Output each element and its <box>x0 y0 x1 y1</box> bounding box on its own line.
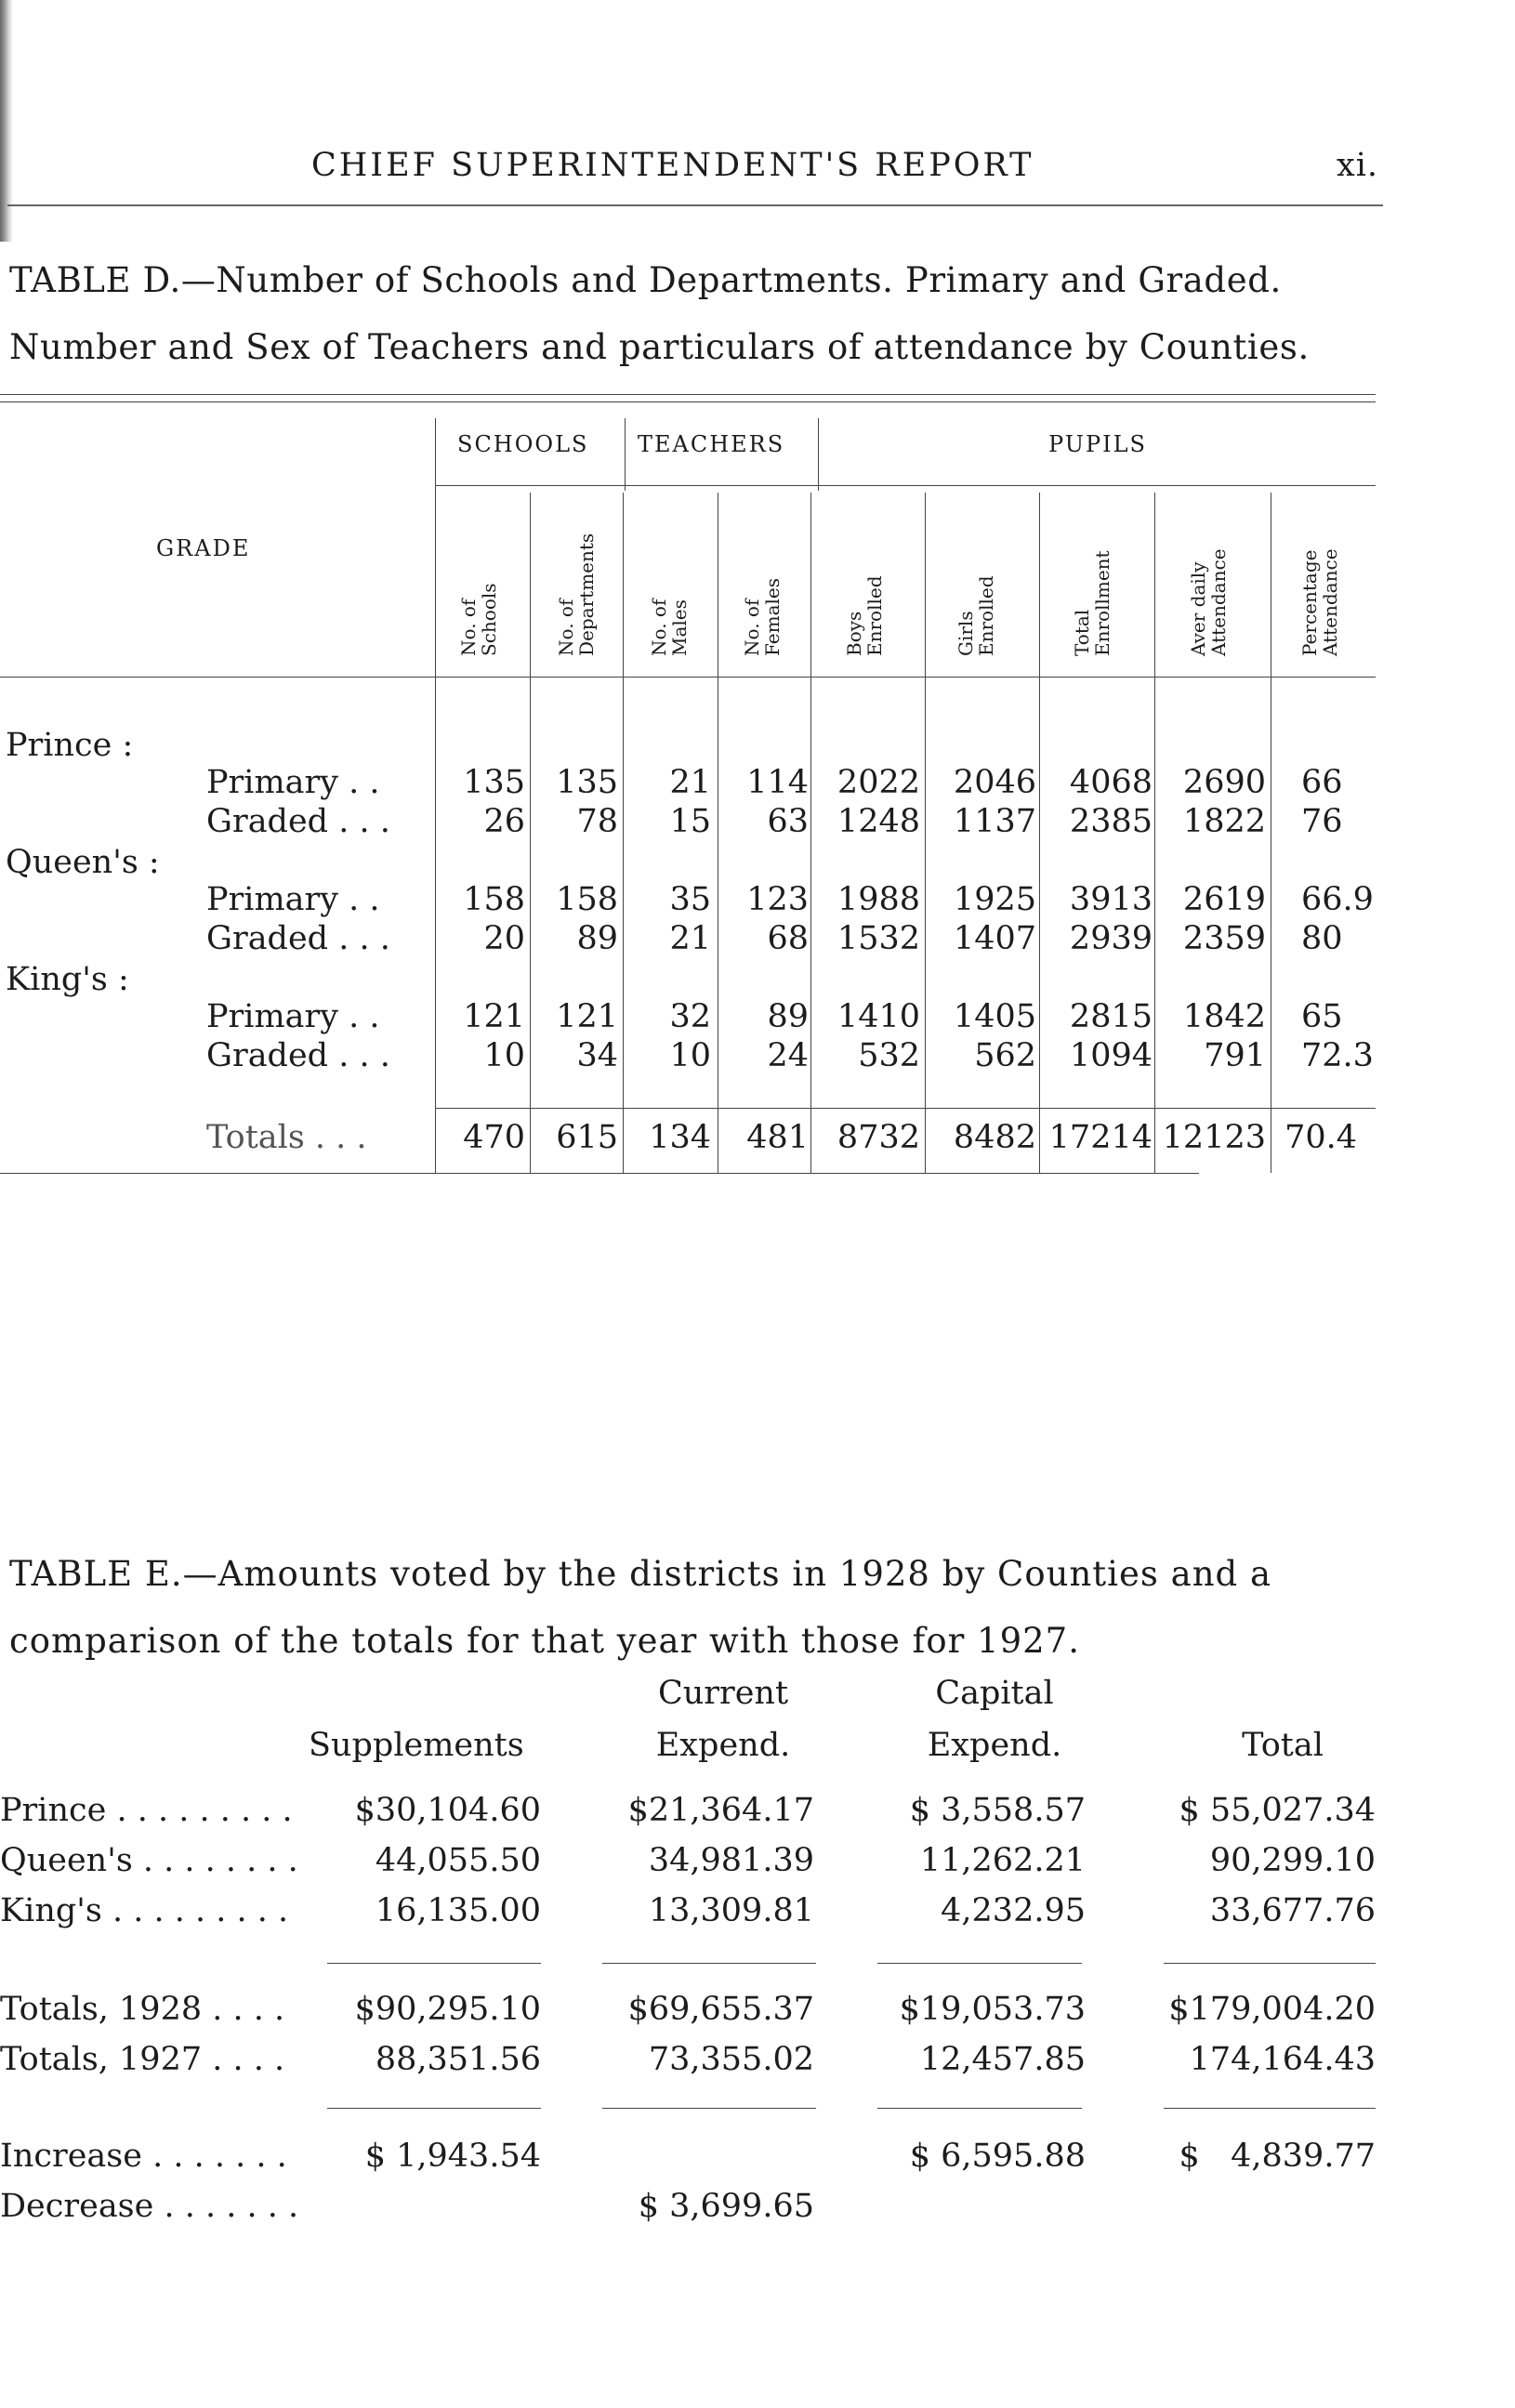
grade-header: GRADE <box>156 535 251 561</box>
table-e-row-label: Decrease . . . . . . . <box>0 2188 299 2225</box>
column-header-line: Males <box>668 599 691 656</box>
page-number: xi. <box>1337 147 1379 184</box>
totals-cell: 8732 <box>837 1119 920 1156</box>
table-d-cell: 158 <box>463 881 525 918</box>
table-e-row-label: Increase . . . . . . . <box>0 2138 287 2175</box>
table-d-cell: 1248 <box>837 803 920 840</box>
group-schools: SCHOOLS <box>457 431 589 457</box>
table-d-cell: 2815 <box>1069 998 1153 1035</box>
table-d-cell: 1925 <box>953 881 1036 918</box>
column-header-line: Schools <box>478 583 500 656</box>
table-e-rule-2-col2 <box>602 2108 816 2109</box>
table-d-cell: 121 <box>556 998 618 1035</box>
table-e-cell: 90,299.10 <box>1209 1842 1376 1879</box>
grade-label: Primary . . <box>206 881 380 918</box>
column-header-line: No. of <box>457 599 480 656</box>
table-d-cell: 158 <box>556 881 618 918</box>
column-header-line: No. of <box>741 599 763 656</box>
table-d-cell: 121 <box>463 998 525 1035</box>
table-d-cell: 65 <box>1301 998 1343 1035</box>
table-e-caption-line1: TABLE E.—Amounts voted by the districts in 1928 by Counties and a <box>9 1554 1272 1594</box>
table-e-rule-2-col3 <box>877 2108 1082 2109</box>
grade-label: Primary . . <box>206 764 380 801</box>
grade-label: Primary . . <box>206 998 380 1035</box>
table-d-cell: 1137 <box>953 803 1036 840</box>
table-d-cell: 1842 <box>1182 998 1266 1035</box>
table-d-cell: 135 <box>556 764 618 801</box>
totals-cell: 134 <box>649 1119 711 1156</box>
table-d-cell: 89 <box>767 998 809 1035</box>
table-e-cell: $ 3,558.57 <box>909 1792 1086 1829</box>
table-e-cell: $ 55,027.34 <box>1179 1792 1376 1829</box>
county-label: King's : <box>6 961 129 998</box>
table-d-cell: 1094 <box>1069 1037 1153 1074</box>
table-e-cell: $179,004.20 <box>1168 1991 1376 2028</box>
table-e-cell: $30,104.60 <box>354 1792 541 1829</box>
table-e-rule-1-col3 <box>877 1963 1082 1964</box>
table-e-cell: 34,981.39 <box>648 1842 814 1879</box>
table-d-cell: 66 <box>1301 764 1343 801</box>
table-d-cell: 2046 <box>953 764 1036 801</box>
table-e-cell: $ 4,839.77 <box>1179 2138 1376 2175</box>
totals-cell: 12123 <box>1162 1119 1266 1156</box>
group-teachers: TEACHERS <box>638 431 785 457</box>
table-e-row-label: Prince . . . . . . . . . <box>0 1792 293 1829</box>
column-header-line: Total <box>1071 609 1093 656</box>
table-d-cell: 1988 <box>837 881 920 918</box>
table-e-rule-2-col4 <box>1164 2108 1376 2109</box>
header-current-1: Current <box>657 1675 789 1712</box>
table-d-cell: 4068 <box>1069 764 1153 801</box>
totals-cell: 615 <box>556 1119 618 1156</box>
table-d-cell: 21 <box>669 764 711 801</box>
table-d-cell: 66.9 <box>1301 881 1374 918</box>
column-header-line: Percentage <box>1298 549 1321 656</box>
table-e-cell: 73,355.02 <box>648 2041 814 2078</box>
table-d-cell: 2939 <box>1069 920 1153 957</box>
table-d-cell: 1407 <box>953 920 1036 957</box>
table-d-cell: 80 <box>1301 920 1343 957</box>
table-d-cell: 2619 <box>1182 881 1266 918</box>
header-capital-1: Capital <box>935 1675 1054 1712</box>
column-header-line: Girls <box>955 611 977 656</box>
table-e-cell: $90,295.10 <box>354 1991 541 2028</box>
table-d-cell: 10 <box>669 1037 711 1074</box>
totals-cell: 8482 <box>953 1119 1036 1156</box>
table-d-cell: 15 <box>669 803 711 840</box>
table-e-cell: $ 6,595.88 <box>909 2138 1086 2175</box>
table-e-row-label: King's . . . . . . . . . <box>0 1892 289 1929</box>
table-d-cell: 35 <box>669 881 711 918</box>
column-header-line: No. of <box>648 599 670 656</box>
header-total: Total <box>1242 1727 1324 1764</box>
table-d-cell: 89 <box>576 920 618 957</box>
header-supplements: Supplements <box>309 1727 524 1764</box>
table-e-row-label: Totals, 1927 . . . . <box>0 2041 285 2078</box>
column-header-line: Females <box>761 577 784 656</box>
table-d-cell: 1410 <box>837 998 920 1035</box>
table-e-cell: 13,309.81 <box>648 1892 814 1929</box>
table-d-cell: 63 <box>767 803 809 840</box>
table-e-cell: 44,055.50 <box>375 1842 541 1879</box>
grade-label: Graded . . . <box>206 803 390 840</box>
county-label: Queen's : <box>6 844 160 881</box>
table-d-cell: 24 <box>767 1037 809 1074</box>
table-d-caption-line2: Number and Sex of Teachers and particulars of attendance by Counties. <box>9 327 1310 367</box>
table-e-cell: 4,232.95 <box>941 1892 1086 1929</box>
group-pupils: PUPILS <box>1048 431 1147 457</box>
table-d-cell: 68 <box>767 920 809 957</box>
table-d-cell: 135 <box>463 764 525 801</box>
header-capital-2: Expend. <box>927 1727 1062 1764</box>
totals-label: Totals . . . <box>206 1119 367 1156</box>
table-e-cell: $ 3,699.65 <box>638 2188 814 2225</box>
column-header-line: Departments <box>575 533 598 656</box>
column-header-line: No. of <box>555 599 577 656</box>
column-header-line: Enrolled <box>975 575 997 656</box>
table-e-cell: 16,135.00 <box>375 1892 541 1929</box>
table-d-cell: 1405 <box>953 998 1036 1035</box>
table-d-cell: 1532 <box>837 920 920 957</box>
column-header-line: Aver daily <box>1187 561 1209 656</box>
table-d-cell: 76 <box>1301 803 1343 840</box>
table-d-cell: 72.3 <box>1301 1037 1374 1074</box>
table-d-cell: 34 <box>576 1037 618 1074</box>
table-e-cell: 88,351.56 <box>375 2041 541 2078</box>
table-d-cell: 3913 <box>1069 881 1153 918</box>
table-d-caption-line1: TABLE D.—Number of Schools and Departments. Primary and Graded. <box>9 260 1282 300</box>
county-label: Prince : <box>6 727 134 764</box>
table-d-cell: 114 <box>746 764 809 801</box>
table-d-cell: 2022 <box>837 764 920 801</box>
column-header-line: Enrollment <box>1091 550 1113 656</box>
table-e-rule-1-col4 <box>1164 1963 1376 1964</box>
table-d-cell: 2359 <box>1182 920 1266 957</box>
column-header-line: Attendance <box>1319 548 1341 656</box>
grade-label: Graded . . . <box>206 1037 390 1074</box>
table-e-rule-1-col2 <box>602 1963 816 1964</box>
table-d-cell: 532 <box>858 1037 920 1074</box>
table-e-cell: 11,262.21 <box>919 1842 1086 1879</box>
table-e-cell: 33,677.76 <box>1209 1892 1376 1929</box>
grade-label: Graded . . . <box>206 920 390 957</box>
table-e-caption-line2: comparison of the totals for that year with those for 1927. <box>9 1621 1080 1661</box>
table-d-cell: 26 <box>483 803 525 840</box>
totals-cell: 470 <box>463 1119 525 1156</box>
table-e-cell: $ 1,943.54 <box>364 2138 541 2175</box>
table-d-cell: 32 <box>669 998 711 1035</box>
table-d-cell: 791 <box>1204 1037 1266 1074</box>
table-e-cell: 12,457.85 <box>919 2041 1086 2078</box>
table-d-cell: 10 <box>483 1037 525 1074</box>
table-d-cell: 123 <box>746 881 809 918</box>
column-header-line: Boys <box>843 611 865 656</box>
totals-cell: 17214 <box>1048 1119 1153 1156</box>
table-d-cell: 562 <box>974 1037 1036 1074</box>
header-current-2: Expend. <box>655 1727 791 1764</box>
table-e-row-label: Totals, 1928 . . . . <box>0 1991 285 2028</box>
table-e-cell: $21,364.17 <box>627 1792 814 1829</box>
table-d-cell: 1822 <box>1182 803 1266 840</box>
column-header-line: Attendance <box>1207 548 1230 656</box>
totals-cell: 481 <box>746 1119 809 1156</box>
table-d-cell: 78 <box>576 803 618 840</box>
table-e-cell: $69,655.37 <box>627 1991 814 2028</box>
table-d-cell: 20 <box>483 920 525 957</box>
running-header: CHIEF SUPERINTENDENT'S REPORT <box>311 147 1034 184</box>
totals-cell: 70.4 <box>1284 1119 1357 1156</box>
table-e-rule-1-col1 <box>327 1963 541 1964</box>
table-d-cell: 2690 <box>1182 764 1266 801</box>
table-d-cell: 21 <box>669 920 711 957</box>
table-d-cell: 2385 <box>1069 803 1153 840</box>
column-header-line: Enrolled <box>863 575 886 656</box>
table-e-cell: $19,053.73 <box>899 1991 1086 2028</box>
table-e-row-label: Queen's . . . . . . . . <box>0 1842 298 1879</box>
table-e-rule-2-col1 <box>327 2108 541 2109</box>
table-e-cell: 174,164.43 <box>1189 2041 1376 2078</box>
